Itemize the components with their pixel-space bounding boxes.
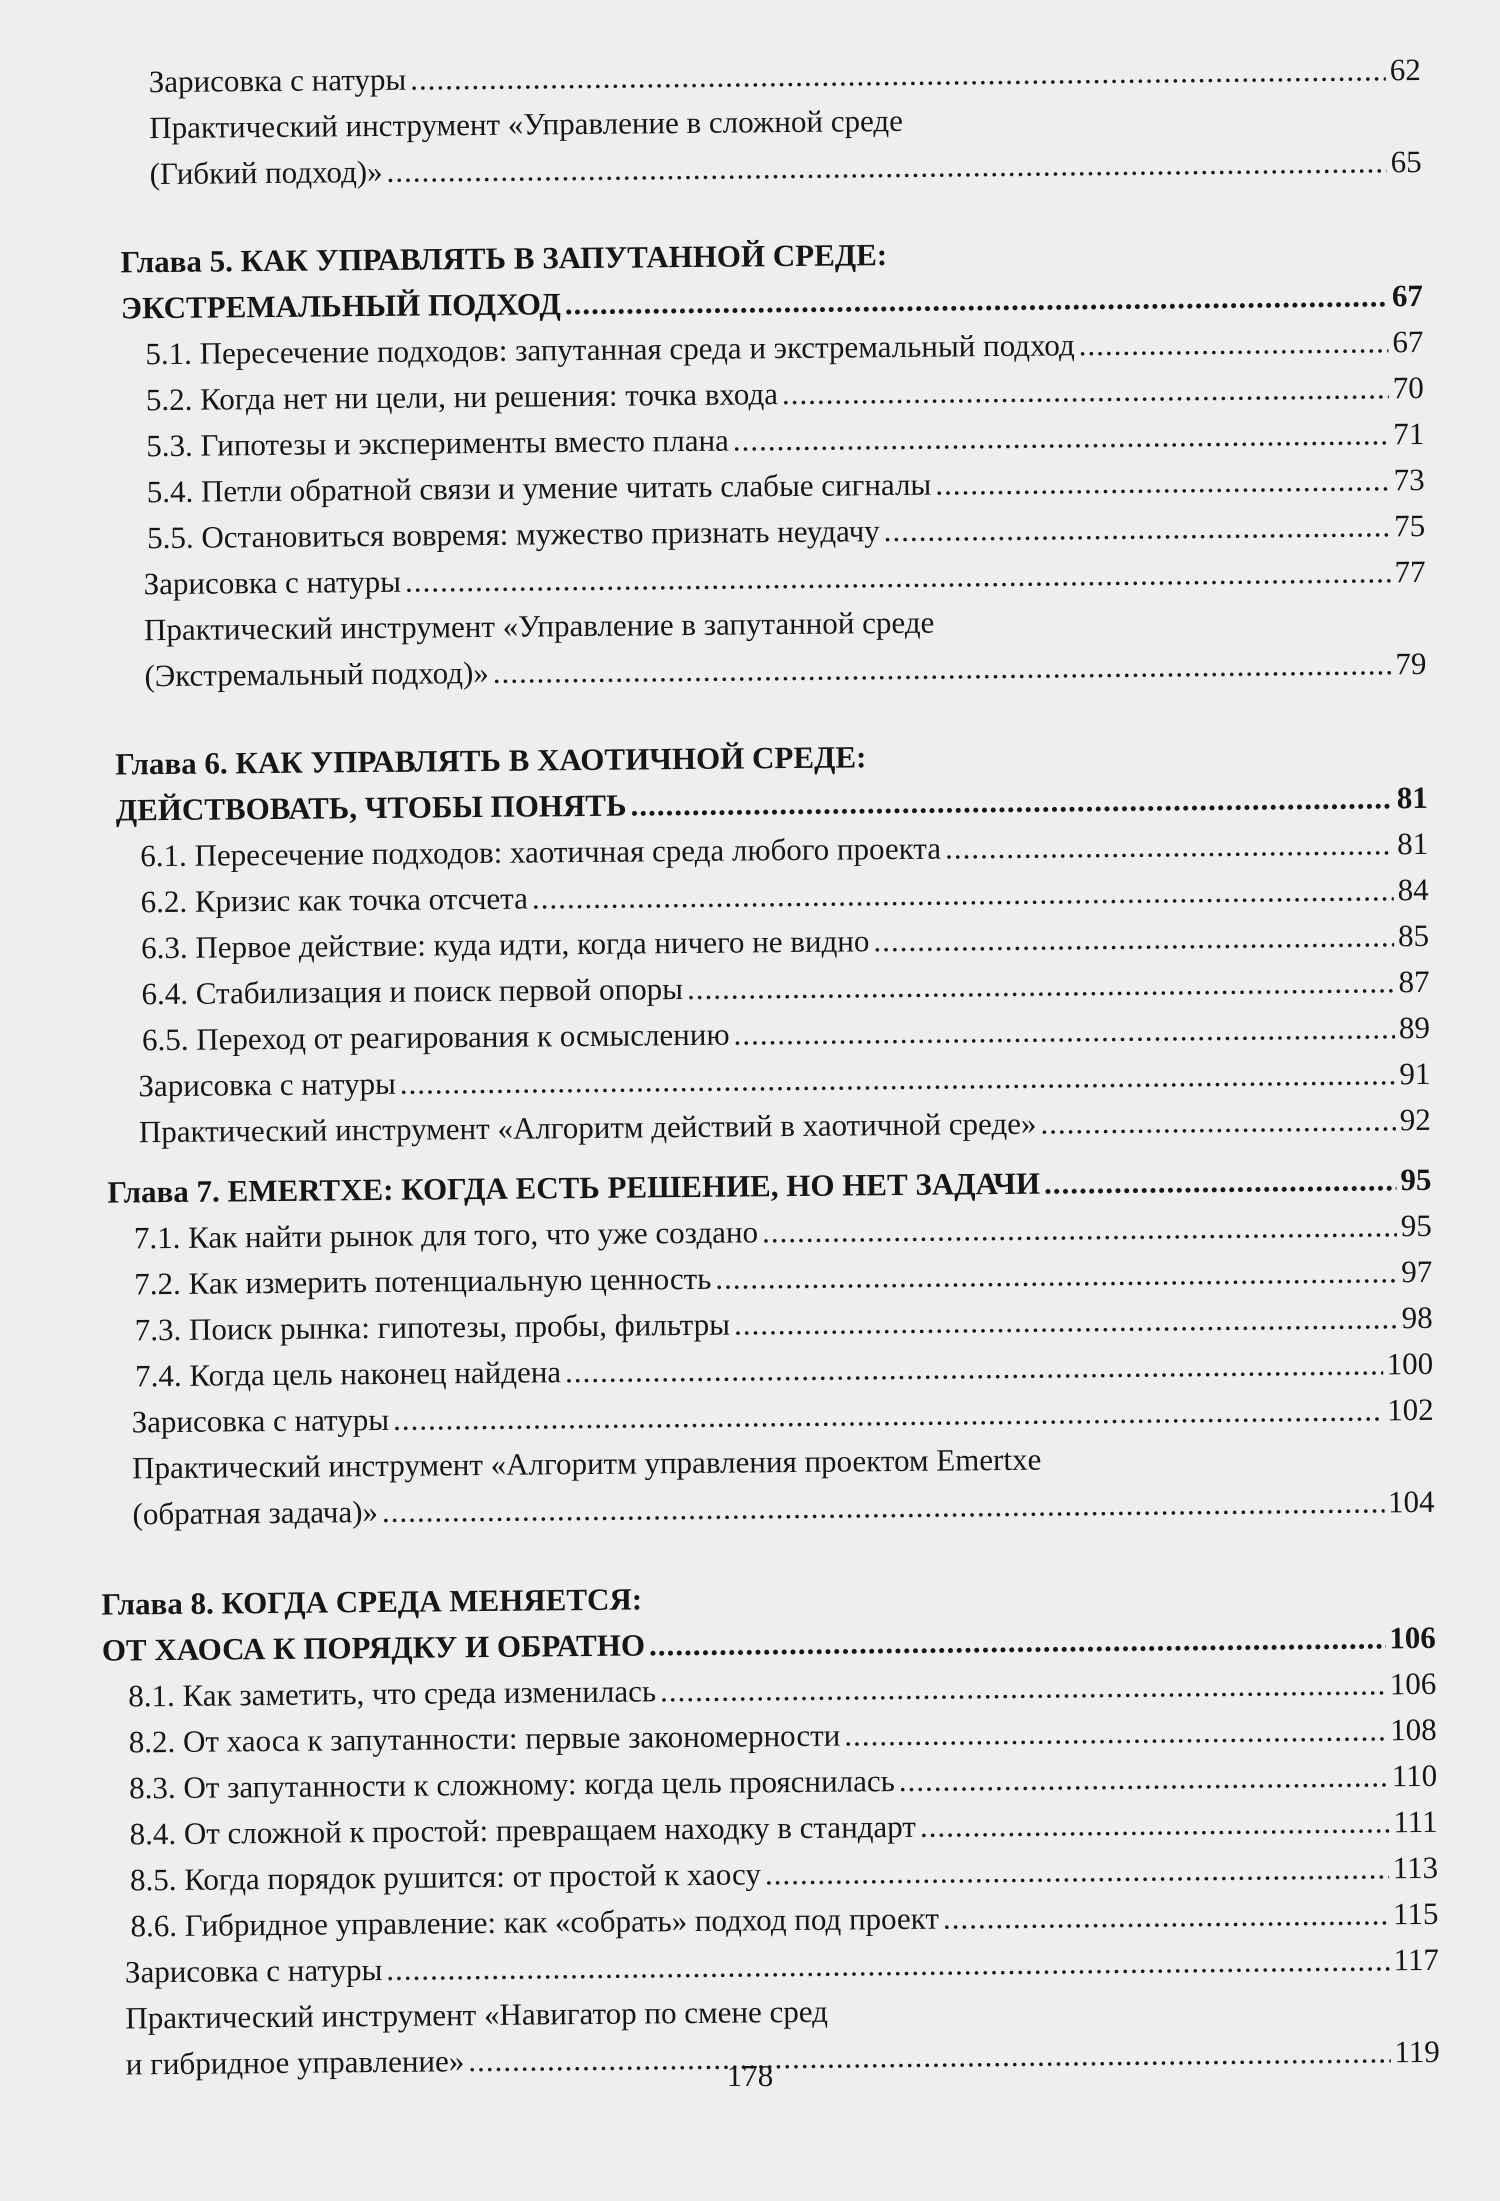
chapter-title: ЭКСТРЕМАЛЬНЫЙ ПОДХОД (120, 286, 561, 326)
entry-page: 75 (1393, 507, 1426, 544)
leader-dots (386, 1937, 1390, 1993)
chapter-title: Глава 7. EMERTXE: КОГДА ЕСТЬ РЕШЕНИЕ, НО НЕТ ЗАДАЧИ (107, 1165, 1041, 1210)
entry-title: 8.4. От сложной к простой: превращаем находку в стандарт (129, 1808, 917, 1852)
entry-title: 8.2. От хаоса к запутанности: первые закономерности (128, 1717, 841, 1760)
entry-page: 81 (1396, 825, 1429, 862)
entry-page: 106 (1389, 1665, 1437, 1702)
chapter-5-heading-line1 (62, 232, 887, 286)
leader-dots (410, 47, 1386, 102)
entry-title: (Гибкий подход)» (149, 153, 383, 192)
chapter-page: 106 (1389, 1619, 1436, 1656)
entry-title: Практический инструмент «Навигатор по смене сред (125, 1993, 829, 2036)
chapter-6-heading-line1 (67, 734, 866, 788)
leader-dots (844, 1707, 1386, 1758)
chapter-page: 81 (1396, 779, 1428, 816)
leader-dots (873, 913, 1394, 964)
entry-title: 8.6. Гибридное управление: как «собрать» подход под проект (130, 1900, 940, 1944)
leader-dots (945, 821, 1394, 871)
entry-title: 6.4. Стабилизация и поиск первой опоры (141, 971, 684, 1012)
chapter-title: Глава 5. КАК УПРАВЛЯТЬ В ЗАПУТАННОЙ СРЕДЕ: (120, 237, 888, 280)
chapter-title: Глава 6. КАК УПРАВЛЯТЬ В ХАОТИЧНОЙ СРЕДЕ: (115, 739, 867, 782)
entry-title: и гибридное управление» (125, 2043, 465, 2082)
entry-page: 70 (1392, 369, 1424, 406)
entry-page: 113 (1392, 1849, 1439, 1886)
chapter-page: 95 (1400, 1161, 1432, 1198)
entry-title: Практический инструмент «Алгоритм действий в хаотичной среде» (138, 1105, 1037, 1150)
leader-dots (943, 1891, 1390, 1941)
chapter-title: ОТ ХАОСА К ПОРЯДКУ И ОБРАТНО (101, 1627, 646, 1668)
entry-page: 98 (1401, 1299, 1433, 1336)
entry-title: Практический инструмент «Управление в запутанной среде (143, 604, 935, 648)
leader-dots (565, 273, 1389, 327)
leader-dots (1044, 1157, 1397, 1206)
toc-entry-tool-ch8-line1 (79, 1989, 828, 2042)
entry-title: Зарисовка с натуры (138, 1065, 396, 1104)
entry-page: 92 (1399, 1101, 1431, 1138)
entry-title: 8.5. Когда порядок рушится: от простой к хаосу (129, 1856, 762, 1898)
entry-page: 89 (1398, 1009, 1431, 1046)
toc-entry-tool-ch5-line1 (66, 600, 935, 654)
entry-title: 5.3. Гипотезы и эксперименты вместо плана (146, 422, 730, 464)
entry-title: 6.5. Переход от реагирования к осмыслению (141, 1016, 730, 1058)
leader-dots (687, 959, 1395, 1012)
entry-title: 5.2. Когда нет ни цели, ни решения: точка входа (145, 376, 779, 418)
entry-page: 117 (1393, 1941, 1440, 1978)
entry-title: 5.1. Пересечение подходов: запутанная среда и экстремальный подход (145, 327, 1075, 372)
entry-title: Зарисовка с натуры (143, 563, 402, 602)
leader-dots (920, 1799, 1390, 1850)
entry-title: 7.3. Поиск рынка: гипотезы, пробы, фильтры (134, 1306, 731, 1348)
chapter-title: ДЕЙСТВОВАТЬ, ЧТОБЫ ПОНЯТЬ (115, 787, 627, 828)
entry-page: 84 (1397, 871, 1429, 908)
entry-title: 8.3. От запутанности к сложному: когда цель прояснилась (128, 1763, 895, 1806)
leader-dots (565, 1341, 1383, 1395)
entry-page: 97 (1401, 1253, 1433, 1290)
entry-title: Практический инструмент «Алгоритм управления проектом Emertxe (131, 1441, 1042, 1486)
page-number: 178 (726, 2058, 774, 2093)
leader-dots (733, 1005, 1395, 1057)
entry-page: 87 (1398, 963, 1430, 1000)
entry-page: 95 (1400, 1207, 1432, 1244)
entry-title: 7.1. Как найти рынок для того, что уже создано (133, 1214, 759, 1256)
leader-dots (733, 411, 1390, 463)
toc-entry-tool-ch4-line1 (61, 98, 903, 152)
entry-page: 85 (1397, 917, 1430, 954)
leader-dots (715, 1249, 1397, 1302)
chapter-title: Глава 8. КОГДА СРЕДА МЕНЯЕТСЯ: (101, 1581, 643, 1622)
entry-title: 6.2. Кризис как точка отсчета (140, 880, 529, 920)
leader-dots (393, 1387, 1383, 1443)
entry-page: 115 (1392, 1895, 1439, 1932)
leader-dots (532, 867, 1394, 921)
entry-title: 8.1. Как заметить, что среда изменилась (128, 1673, 657, 1714)
leader-dots (883, 503, 1390, 554)
entry-page: 100 (1386, 1345, 1434, 1382)
entry-page: 108 (1389, 1711, 1437, 1748)
entry-title: Зарисовка с натуры (148, 61, 407, 100)
entry-title: (Экстремальный подход)» (144, 654, 489, 694)
entry-page: 110 (1391, 1757, 1438, 1794)
chapter-page: 67 (1391, 277, 1424, 314)
leader-dots (493, 641, 1392, 696)
entry-title: 7.2. Как измерить потенциальную ценность (134, 1260, 712, 1302)
entry-page: 71 (1393, 415, 1425, 452)
entry-title: 5.5. Остановиться вовремя: мужество признать неудачу (146, 513, 880, 556)
entry-title: 7.4. Когда цель наконец найдена (135, 1354, 562, 1394)
entry-title: Практический инструмент «Управление в сложной среде (149, 102, 904, 146)
entry-page: 79 (1395, 645, 1427, 682)
leader-dots (899, 1753, 1388, 1804)
leader-dots (734, 1295, 1398, 1347)
entry-title: 6.3. Первое действие: куда идти, когда ничего не видно (140, 923, 870, 966)
leader-dots (1078, 319, 1388, 368)
entry-page: 102 (1386, 1391, 1434, 1428)
entry-page: 73 (1393, 461, 1425, 498)
leader-dots (405, 549, 1391, 604)
chapter-8-heading-line1 (75, 1576, 642, 1627)
leader-dots (762, 1203, 1397, 1255)
leader-dots (382, 1479, 1384, 1535)
leader-dots (386, 139, 1386, 195)
entry-page: 62 (1389, 51, 1421, 88)
entry-title: 6.1. Пересечение подходов: хаотичная среда любого проекта (140, 830, 942, 874)
entry-page: 111 (1393, 1803, 1438, 1840)
entry-page: 91 (1399, 1055, 1431, 1092)
entry-title: Зарисовка с натуры (131, 1401, 390, 1440)
leader-dots (630, 775, 1393, 828)
leader-dots (649, 1615, 1386, 1668)
entry-page: 119 (1394, 2033, 1440, 2070)
leader-dots (765, 1845, 1389, 1897)
entry-page: 104 (1387, 1483, 1435, 1520)
entry-title: 5.4. Петли обратной связи и умение читать слабые сигналы (146, 466, 932, 510)
leader-dots (782, 365, 1389, 417)
entry-page: 65 (1390, 143, 1422, 180)
leader-dots (660, 1661, 1386, 1714)
entry-title: Зарисовка с натуры (124, 1951, 383, 1990)
toc-entry-sketch-ch4 (61, 47, 1421, 106)
leader-dots (935, 457, 1390, 507)
entry-title: (обратная задача)» (132, 1494, 379, 1532)
entry-page: 67 (1392, 323, 1424, 360)
entry-page: 77 (1394, 553, 1426, 590)
leader-dots (1040, 1097, 1396, 1146)
